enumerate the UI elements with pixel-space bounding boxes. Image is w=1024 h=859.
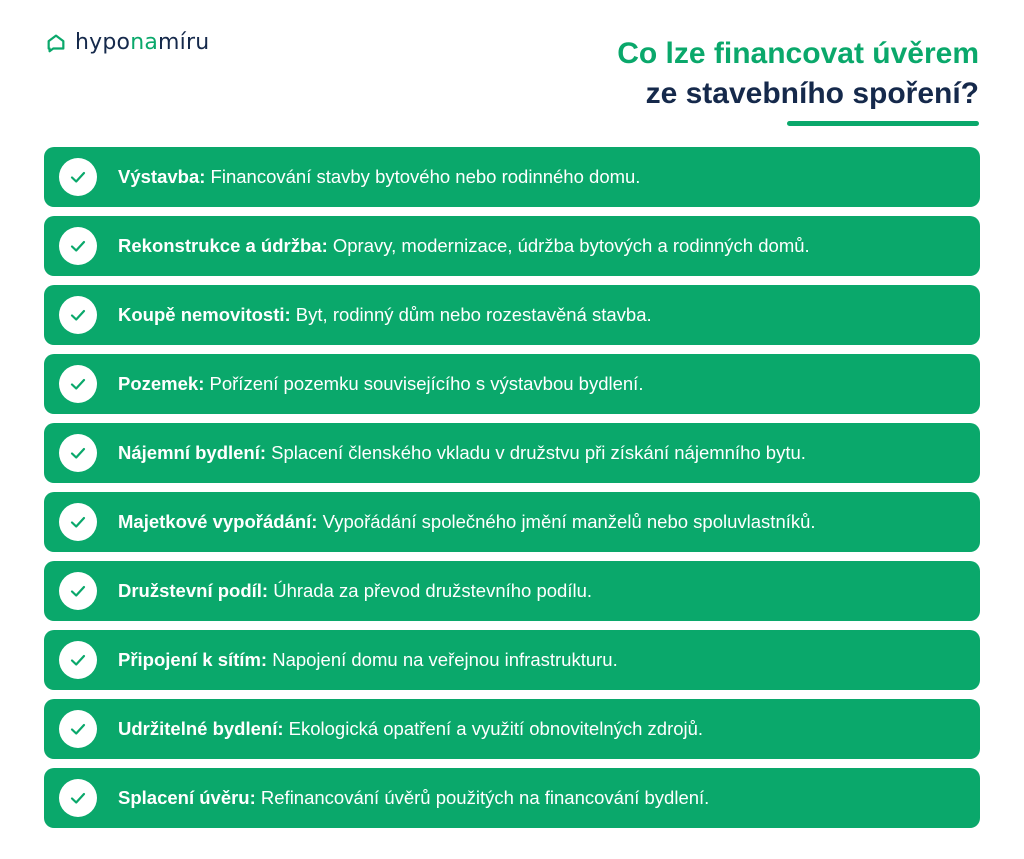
item-label: Udržitelné bydlení:	[118, 718, 284, 739]
house-chat-icon	[45, 32, 67, 54]
logo-text: hyponamíru	[75, 30, 210, 55]
check-icon	[59, 296, 97, 334]
item-description: Napojení domu na veřejnou infrastrukturu.	[267, 649, 618, 670]
item-label: Pozemek:	[118, 373, 205, 394]
title-underline	[787, 121, 979, 126]
item-text	[118, 649, 618, 671]
list-item	[44, 354, 980, 414]
item-description: Byt, rodinný dům nebo rozestavěná stavba.	[290, 304, 652, 325]
list-item	[44, 768, 980, 828]
item-label: Družstevní podíl:	[118, 580, 269, 601]
check-icon	[59, 158, 97, 196]
item-label: Majetkové vypořádání:	[118, 511, 318, 532]
financing-list	[44, 147, 980, 828]
item-text	[118, 787, 709, 809]
item-label: Výstavba:	[118, 166, 206, 187]
list-item	[44, 699, 980, 759]
item-description: Opravy, modernizace, údržba bytových a rodinných domů.	[327, 235, 810, 256]
list-item	[44, 630, 980, 690]
title-line-2: ze stavebního spoření?	[645, 77, 979, 110]
item-text	[118, 235, 810, 257]
item-text	[118, 373, 643, 395]
list-item	[44, 285, 980, 345]
page-title	[617, 34, 979, 114]
check-icon	[59, 710, 97, 748]
item-label: Rekonstrukce a údržba:	[118, 235, 328, 256]
item-description: Financování stavby bytového nebo rodinného domu.	[205, 166, 641, 187]
item-description: Úhrada za převod družstevního podílu.	[268, 580, 593, 601]
check-icon	[59, 365, 97, 403]
item-description: Refinancování úvěrů použitých na financování bydlení.	[255, 787, 710, 808]
list-item	[44, 561, 980, 621]
item-description: Vypořádání společného jmění manželů nebo spoluvlastníků.	[317, 511, 816, 532]
item-text	[118, 166, 640, 188]
list-item	[44, 216, 980, 276]
title-line-1: Co lze financovat úvěrem	[617, 37, 979, 70]
item-label: Připojení k sítím:	[118, 649, 268, 670]
item-text	[118, 442, 806, 464]
item-label: Nájemní bydlení:	[118, 442, 267, 463]
check-icon	[59, 779, 97, 817]
check-icon	[59, 503, 97, 541]
item-text	[118, 304, 652, 326]
list-item	[44, 147, 980, 207]
item-label: Koupě nemovitosti:	[118, 304, 291, 325]
check-icon	[59, 434, 97, 472]
list-item	[44, 423, 980, 483]
check-icon	[59, 641, 97, 679]
item-description: Ekologická opatření a využití obnovitelných zdrojů.	[283, 718, 704, 739]
brand-logo	[45, 30, 209, 55]
check-icon	[59, 227, 97, 265]
list-item	[44, 492, 980, 552]
item-text	[118, 511, 816, 533]
check-icon	[59, 572, 97, 610]
item-description: Splacení členského vkladu v družstvu při získání nájemního bytu.	[266, 442, 806, 463]
item-description: Pořízení pozemku souvisejícího s výstavbou bydlení.	[204, 373, 644, 394]
item-label: Splacení úvěru:	[118, 787, 256, 808]
item-text	[118, 580, 592, 602]
item-text	[118, 718, 703, 740]
